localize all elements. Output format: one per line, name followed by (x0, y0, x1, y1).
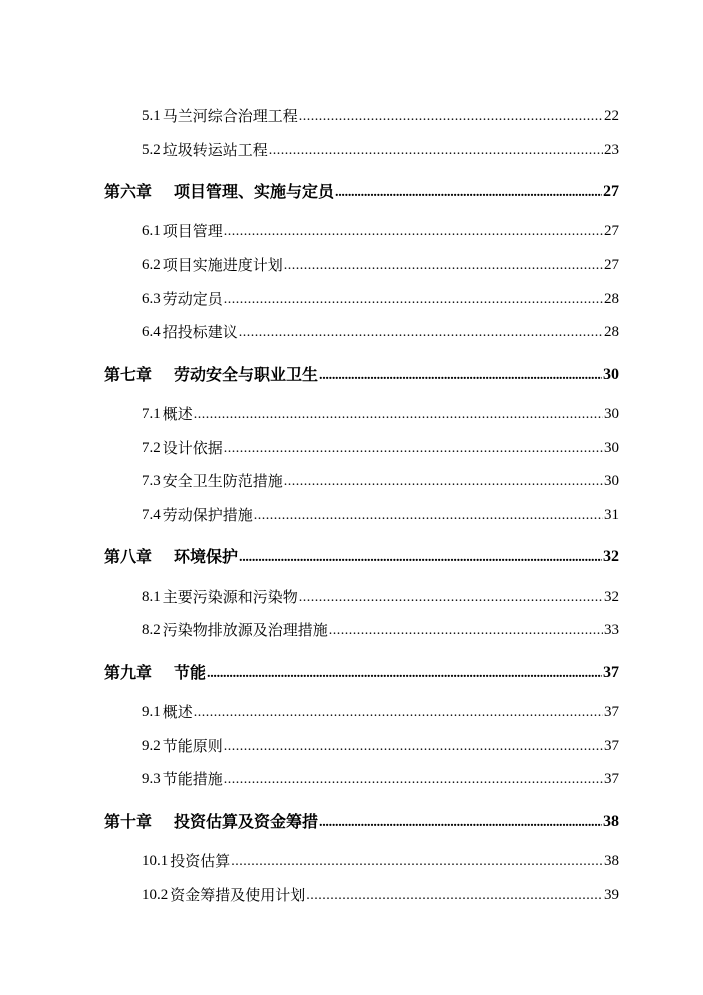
toc-entry-7-1[interactable] (142, 407, 619, 422)
toc-entry-8-1[interactable] (142, 590, 619, 605)
chapter-number: 第七章 (104, 365, 153, 384)
entry-page-number: 28 (604, 324, 619, 340)
entry-number: 8.1 (142, 589, 161, 605)
dot-leader (224, 224, 603, 239)
entry-number: 10.1 (142, 853, 169, 869)
entry-number: 6.1 (142, 223, 161, 239)
entry-number: 9.3 (142, 771, 161, 787)
dot-leader (207, 665, 602, 681)
entry-number: 7.1 (142, 406, 161, 422)
entry-title: 污染物排放源及治理措施 (162, 621, 328, 639)
entry-title: 马兰河综合治理工程 (162, 107, 298, 125)
toc-entry-5-2[interactable] (142, 143, 619, 158)
toc-entry-9-2[interactable] (142, 739, 619, 754)
chapter-number: 第九章 (104, 663, 153, 682)
entry-title: 节能原则 (162, 737, 223, 755)
dot-leader (194, 407, 603, 422)
toc-entry-7-2[interactable] (142, 441, 619, 456)
entry-page-number: 22 (604, 108, 619, 124)
dot-leader (224, 739, 603, 754)
entry-page-number: 37 (604, 704, 619, 720)
entry-title: 设计依据 (162, 439, 223, 457)
chapter-number: 第十章 (104, 812, 153, 831)
entry-page-number: 30 (604, 473, 619, 489)
dot-leader (329, 623, 603, 638)
entry-title: 概述 (162, 703, 193, 721)
entry-title: 劳动定员 (162, 290, 223, 308)
entry-page-number: 28 (604, 291, 619, 307)
toc-entry-6-3[interactable] (142, 292, 619, 307)
entry-number: 6.2 (142, 257, 161, 273)
entry-page-number: 30 (604, 406, 619, 422)
entry-title: 主要污染源和污染物 (162, 588, 298, 606)
toc-entry-6-1[interactable] (142, 224, 619, 239)
entry-page-number: 30 (604, 440, 619, 456)
entry-title: 投资估算 (170, 852, 231, 870)
toc-entry-7-3[interactable] (142, 474, 619, 489)
entry-title: 项目管理 (162, 222, 223, 240)
dot-leader (306, 888, 603, 903)
chapter-page-number: 37 (603, 664, 619, 681)
chapter-title: 劳动安全与职业卫生 (174, 365, 319, 384)
dot-leader (239, 549, 602, 565)
dot-leader (224, 772, 603, 787)
chapter-title: 环境保护 (174, 547, 239, 566)
entry-title: 安全卫生防范措施 (162, 472, 283, 490)
dot-leader (224, 441, 603, 456)
dot-leader (239, 325, 603, 340)
toc-chapter-8[interactable] (104, 549, 619, 565)
entry-page-number: 23 (604, 142, 619, 158)
toc-entry-5-1[interactable] (142, 109, 619, 124)
dot-leader (231, 854, 603, 869)
dot-leader (335, 184, 602, 200)
entry-number: 7.3 (142, 473, 161, 489)
toc-entry-6-2[interactable] (142, 258, 619, 273)
dot-leader (254, 508, 603, 523)
entry-title: 劳动保护措施 (162, 506, 253, 524)
entry-page-number: 27 (604, 257, 619, 273)
dot-leader (284, 474, 603, 489)
chapter-page-number: 30 (603, 366, 619, 383)
entry-page-number: 37 (604, 738, 619, 754)
chapter-page-number: 38 (603, 813, 619, 830)
entry-page-number: 32 (604, 589, 619, 605)
chapter-page-number: 32 (603, 548, 619, 565)
dot-leader (319, 814, 602, 830)
toc-entry-10-1[interactable] (142, 854, 619, 869)
toc-entry-10-2[interactable] (142, 888, 619, 903)
entry-title: 招投标建议 (162, 323, 238, 341)
chapter-title: 节能 (174, 663, 207, 682)
entry-number: 5.2 (142, 142, 161, 158)
entry-number: 10.2 (142, 887, 169, 903)
entry-title: 垃圾转运站工程 (162, 141, 268, 159)
toc-entry-6-4[interactable] (142, 325, 619, 340)
dot-leader (299, 109, 603, 124)
entry-title: 概述 (162, 405, 193, 423)
toc-chapter-7[interactable] (104, 367, 619, 383)
entry-page-number: 33 (604, 622, 619, 638)
chapter-number: 第八章 (104, 547, 153, 566)
entry-number: 6.3 (142, 291, 161, 307)
entry-page-number: 39 (604, 887, 619, 903)
dot-leader (319, 367, 602, 383)
entry-number: 8.2 (142, 622, 161, 638)
entry-number: 9.2 (142, 738, 161, 754)
entry-number: 5.1 (142, 108, 161, 124)
toc-chapter-6[interactable] (104, 184, 619, 200)
entry-page-number: 27 (604, 223, 619, 239)
dot-leader (269, 143, 603, 158)
dot-leader (224, 292, 603, 307)
chapter-page-number: 27 (603, 183, 619, 200)
entry-number: 7.4 (142, 507, 161, 523)
toc-entry-7-4[interactable] (142, 508, 619, 523)
entry-title: 项目实施进度计划 (162, 256, 283, 274)
entry-number: 7.2 (142, 440, 161, 456)
entry-page-number: 31 (604, 507, 619, 523)
entry-number: 9.1 (142, 704, 161, 720)
dot-leader (194, 705, 603, 720)
chapter-number: 第六章 (104, 182, 153, 201)
entry-title: 资金筹措及使用计划 (170, 886, 306, 904)
toc-chapter-9[interactable] (104, 665, 619, 681)
entry-page-number: 37 (604, 771, 619, 787)
dot-leader (299, 590, 603, 605)
entry-page-number: 38 (604, 853, 619, 869)
entry-title: 节能措施 (162, 770, 223, 788)
toc-entry-9-1[interactable] (142, 705, 619, 720)
toc-entry-9-3[interactable] (142, 772, 619, 787)
dot-leader (284, 258, 603, 273)
toc-chapter-10[interactable] (104, 814, 619, 830)
chapter-title: 项目管理、实施与定员 (174, 182, 335, 201)
toc-entry-8-2[interactable] (142, 623, 619, 638)
chapter-title: 投资估算及资金筹措 (174, 812, 319, 831)
entry-number: 6.4 (142, 324, 161, 340)
